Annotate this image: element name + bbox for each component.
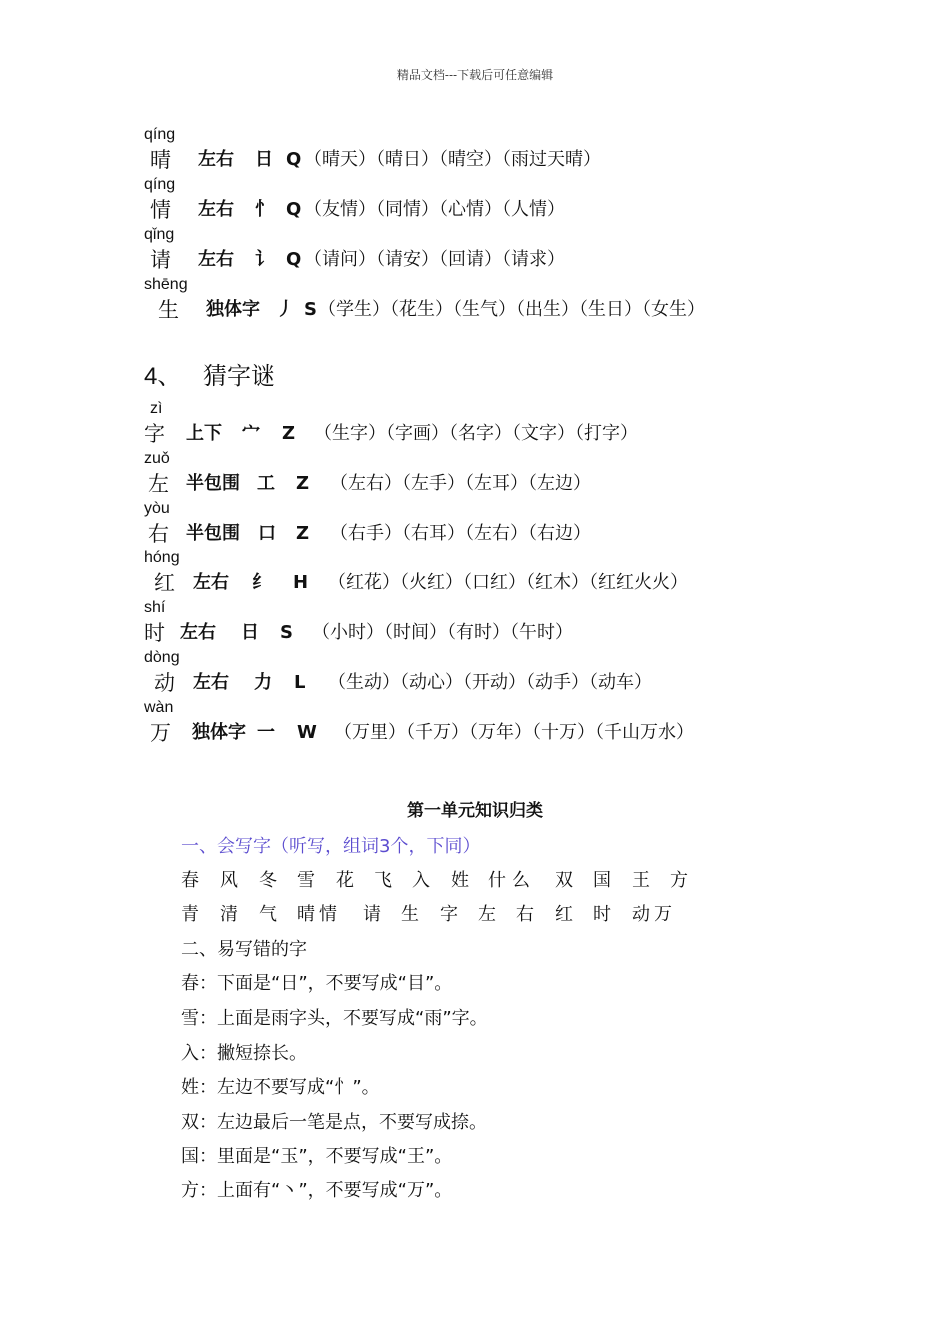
unit-title: 第一单元知识归类 [407,801,543,821]
radical: 忄 [255,199,273,220]
char-item: 双 [555,870,573,891]
char-item: 雪 [297,870,315,891]
words: （晴天）（晴日）（晴空）（雨过天晴） [304,149,601,170]
char-item: 风 [220,870,238,891]
letter: Q [286,149,302,170]
letter: Q [286,249,302,270]
pinyin: qǐng [144,226,175,243]
structure: 独体字 [206,299,260,320]
char-item: 时 [593,904,611,925]
error-note: 春：下面是“日”，不要写成“目”。 [181,973,453,994]
error-note: 雪：上面是雨字头，不要写成“雨”字。 [181,1008,488,1029]
pinyin: zì [150,400,163,417]
radical: 纟 [252,572,270,593]
pinyin: hóng [144,549,180,566]
error-note: 入：撇短捺长。 [181,1043,307,1064]
char-item: 左 [478,904,496,925]
char-item: 字 [440,904,458,925]
char-entry-shi [144,599,904,647]
char-item: 飞 [374,870,392,891]
character: 左 [148,472,169,496]
words: （学生）（花生）（生气）（出生）（生日）（女生） [318,299,705,320]
letter: H [293,572,309,593]
char-item: 生 [401,904,419,925]
character: 万 [150,721,171,745]
char-item: 请 [363,904,381,925]
char-item: 红 [555,904,573,925]
radical: 口 [258,523,276,544]
words: （红花）（火红）（口红）（红木）（红红火火） [328,572,688,593]
character: 晴 [150,148,171,172]
char-item: 右 [516,904,534,925]
char-item: 花 [336,870,354,891]
char-item: 王 [632,870,650,891]
structure: 左右 [180,622,216,643]
letter: W [297,722,317,743]
words: （万里）（千万）（万年）（十万）（千山万水） [334,722,694,743]
structure: 左右 [193,672,229,693]
radical: 工 [257,473,275,494]
character: 时 [144,621,165,645]
pinyin: dòng [144,649,180,666]
letter: Q [286,199,302,220]
char-entry-qing2 [144,176,904,224]
structure: 左右 [198,199,234,220]
structure: 左右 [198,249,234,270]
structure: 半包围 [186,473,240,494]
radical: 丿 [276,299,294,320]
letter: S [280,622,293,643]
char-entry-hong [144,549,904,597]
char-item: 什么 [488,870,536,891]
error-note: 双：左边最后一笔是点，不要写成捺。 [181,1112,487,1133]
char-item: 姓 [451,870,469,891]
character: 请 [150,248,171,272]
char-entry-zi [144,400,904,448]
pinyin: qíng [144,176,176,193]
words: （生字）（字画）（名字）（文字）（打字） [314,423,638,444]
char-item: 国 [593,870,611,891]
char-entry-zuo [144,450,904,498]
words: （左右）（左手）（左耳）（左边） [330,473,591,494]
char-item: 冬 [259,870,277,891]
character: 字 [144,422,165,446]
pinyin: zuǒ [144,450,170,467]
char-item: 青 [181,904,199,925]
structure: 独体字 [192,722,246,743]
char-entry-you [144,500,904,548]
char-entry-dong [144,649,904,697]
pinyin: shēng [144,276,188,293]
char-item: 动万 [632,904,676,925]
section-title: 猜字谜 [203,362,275,390]
char-entry-wan [144,699,904,747]
character: 动 [154,671,175,695]
error-note: 姓：左边不要写成“忄”。 [181,1077,380,1098]
section-heading [144,356,275,391]
character: 红 [154,571,175,595]
letter: Z [296,523,310,544]
words: （小时）（时间）（有时）（午时） [312,622,573,643]
char-item: 入 [412,870,430,891]
char-entry-qing1 [144,126,904,174]
char-item: 方 [670,870,688,891]
structure: 左右 [198,149,234,170]
letter: Z [296,473,310,494]
radical: 讠 [255,249,273,270]
part1-heading: 一、会写字（听写，组词3个，下同） [181,836,481,857]
radical: 日 [241,622,259,643]
page-header: 精品文档---下载后可任意编辑 [396,68,554,82]
words: （右手）（右耳）（左右）（右边） [330,523,591,544]
structure: 半包围 [186,523,240,544]
letter: S [304,299,317,320]
char-item: 春 [181,870,199,891]
char-item: 气 [259,904,277,925]
part2-heading: 二、易写错的字 [181,939,307,960]
radical: 一 [257,722,275,743]
char-item: 清 [220,904,238,925]
char-entry-qing3 [144,226,904,274]
radical: 宀 [242,423,260,444]
pinyin: wàn [144,699,174,716]
character: 右 [148,522,169,546]
words: （生动）（动心）（开动）（动手）（动车） [328,672,652,693]
pinyin: yòu [144,500,170,517]
section-number: 4、 [144,363,182,390]
letter: Z [282,423,296,444]
error-note: 方：上面有“丶”，不要写成“万”。 [181,1180,453,1201]
radical: 日 [255,149,273,170]
char-entry-sheng [144,276,904,324]
words: （友情）（同情）（心情）（人情） [304,199,565,220]
structure: 左右 [193,572,229,593]
character: 生 [158,298,179,322]
pinyin: qíng [144,126,176,143]
pinyin: shí [144,599,166,616]
error-note: 国：里面是“玉”，不要写成“王”。 [181,1146,453,1167]
char-item: 晴情 [297,904,341,925]
structure: 上下 [186,423,222,444]
radical: 力 [254,672,272,693]
character: 情 [150,198,171,222]
words: （请问）（请安）（回请）（请求） [304,249,565,270]
letter: L [294,672,306,693]
